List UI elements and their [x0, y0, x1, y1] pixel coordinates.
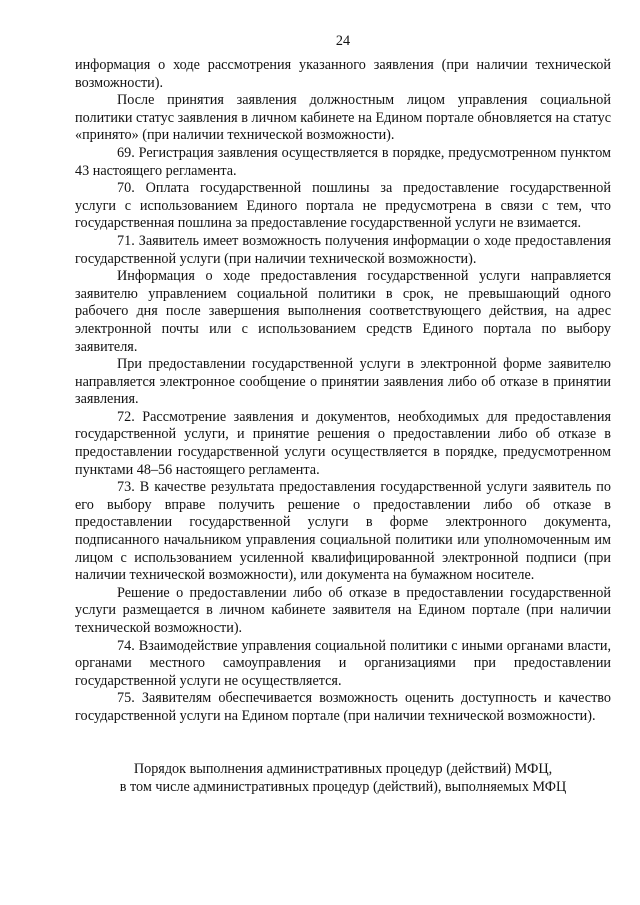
paragraph: 75. Заявителям обеспечивается возможность оценить доступность и качество государственной услуги на Едином портале (при наличии технической возможности). [75, 690, 611, 724]
section-title-line-1: Порядок выполнения административных процедур (действий) МФЦ, [133, 760, 553, 777]
paragraph: После принятия заявления должностным лицом управления социальной политики статус заявления в личном кабинете на Едином портале обновляется на статус «принято» (при наличии технической возможности). [75, 92, 611, 144]
section-title [75, 760, 611, 796]
paragraph: Решение о предоставлении либо об отказе в предоставлении государственной услуги размещается в личном кабинете заявителя на Едином портале (при наличии технической возможности). [75, 584, 611, 636]
paragraph: 71. Заявитель имеет возможность получения информации о ходе предоставления государственной услуги (при наличии технической возможности). [75, 232, 611, 267]
paragraph: 74. Взаимодействие управления социальной политики с иными органами власти, органами местного самоуправления и организациями при предоставлении государственной услуги не осуществляется. [75, 637, 611, 689]
paragraph: Информация о ходе предоставления государственной услуги направляется заявителю управлением социальной политики в срок, не превышающий одного рабочего дня после завершения выполнения соответствующего действия, на адрес электронной почты или с использованием средств Единого портала по выбору заявителя. [75, 268, 611, 355]
paragraph: При предоставлении государственной услуги в электронной форме заявителю направляется электронное сообщение о принятии заявления либо об отказе в принятии заявления. [75, 356, 611, 408]
page-number: 24 [335, 33, 351, 49]
section-title-line-2: в том числе административных процедур (действий), выполняемых МФЦ [119, 778, 567, 795]
document-page [75, 33, 611, 796]
paragraph: 69. Регистрация заявления осуществляется в порядке, предусмотренном пунктом 43 настоящего регламента. [75, 144, 611, 179]
document-body [75, 57, 611, 726]
paragraph: 72. Рассмотрение заявления и документов, необходимых для предоставления государственной услуги, и принятие решения о предоставлении либо об отказе в предоставлении государственной услуги осуществляется в порядке, предусмотренном пунктами 48–56 настоящего регламента. [75, 408, 611, 478]
paragraph: 73. В качестве результата предоставления государственной услуги заявитель по его выбору вправе получить решение о предоставлении либо об отказе в предоставлении государственной услуги в форме электронного документа, подписанного начальником управления социальной политики или уполномоченным им лицом с использованием усиленной квалифицированной электронной подписи (при наличии технической возможности), или документа на бумажном носителе. [75, 479, 611, 584]
paragraph: 70. Оплата государственной пошлины за предоставление государственной услуги с использованием Единого портала не предусмотрена в связи с тем, что государственная пошлина за предоставление государственной услуги не взимается. [75, 180, 611, 232]
paragraph: информация о ходе рассмотрения указанного заявления (при наличии технической возможности). [75, 57, 611, 91]
